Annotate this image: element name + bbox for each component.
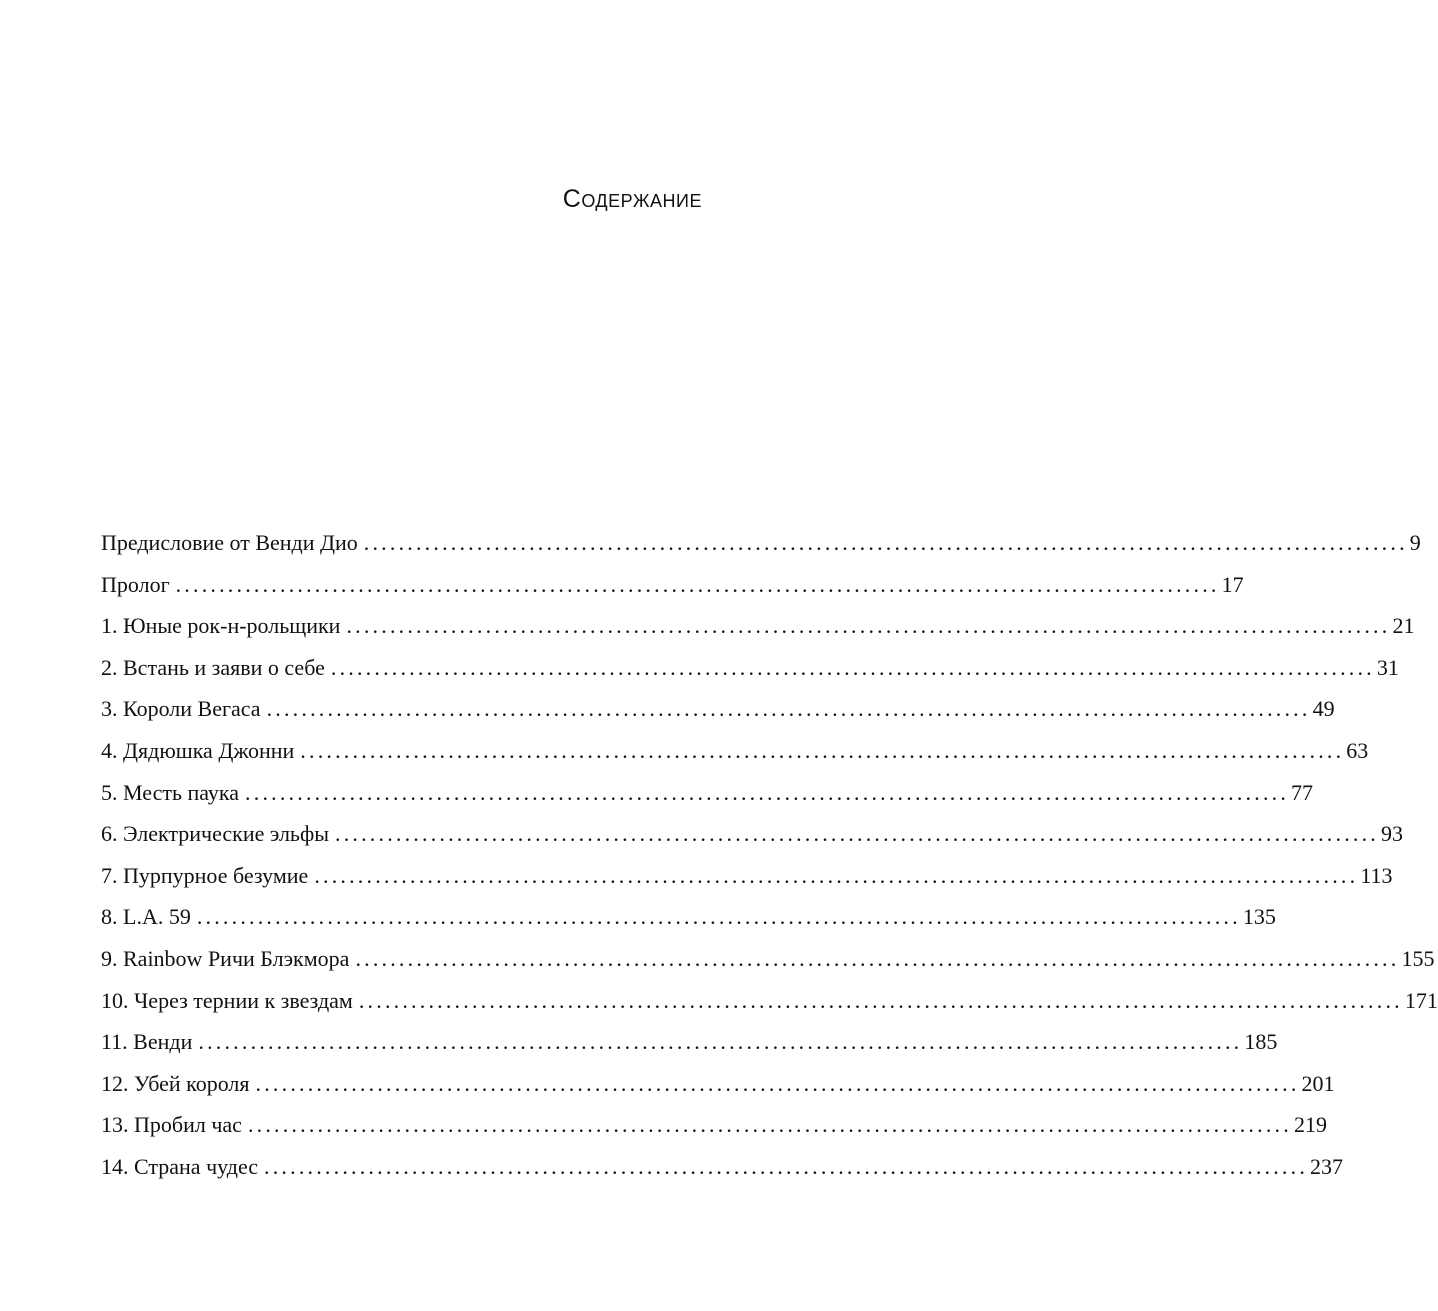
toc-entry-title: 12. Убей короля [101,1070,250,1096]
toc-entry[interactable] [101,651,1399,693]
toc-entry[interactable] [101,734,1369,776]
page-title: Содержание [562,184,702,213]
dot-leader: ........................................................................................................................ [245,779,1290,805]
toc-entry-page: 155 [1401,945,1435,971]
toc-entry-page: 237 [1310,1153,1344,1179]
toc-entry[interactable] [101,1150,1344,1192]
toc-entry-title: 4. Дядюшка Джонни [101,737,295,763]
toc-entry-page: 17 [1221,571,1244,597]
dot-leader: ........................................................................................................................ [314,862,1359,888]
toc-entry-page: 49 [1312,696,1335,722]
toc-entry[interactable] [101,1108,1327,1150]
toc-entry-title: Предисловие от Венди Дио [101,530,358,555]
toc-entry-page: 135 [1242,904,1276,930]
dot-leader: ........................................................................................................................ [198,1029,1243,1055]
dot-leader: ........................................................................................................................ [247,1112,1292,1138]
dot-leader: ........................................................................................................................ [300,737,1345,763]
toc-entry-title: 1. Юные рок-н-рольщики [101,613,341,639]
toc-entry-page: 9 [1409,530,1421,555]
toc-entry-page: 219 [1293,1112,1327,1138]
toc-entry[interactable] [101,568,1244,610]
toc-entry[interactable] [101,984,1438,1026]
toc-entry-title: 2. Встань и заяви о себе [101,654,325,680]
toc-entry-page: 63 [1346,737,1369,763]
table-of-contents [101,526,1438,1192]
toc-entry[interactable] [101,817,1403,859]
dot-leader: ........................................................................................................................ [255,1070,1300,1096]
toc-entry[interactable] [101,609,1415,651]
toc-entry-page: 93 [1381,821,1403,847]
toc-entry-title: 13. Пробил час [101,1112,242,1138]
toc-entry[interactable] [101,900,1276,942]
dot-leader: ........................................................................................................................ [330,654,1375,680]
toc-entry-title: 14. Страна чудес [101,1153,259,1179]
toc-entry-title: 9. Rainbow Ричи Блэкмора [101,945,350,971]
toc-entry[interactable] [101,1025,1278,1067]
toc-entry-title: 11. Венди [101,1029,193,1055]
toc-entry-page: 31 [1376,654,1399,680]
toc-entry[interactable] [101,1067,1335,1109]
toc-entry-title: 8. L.A. 59 [101,904,191,930]
dot-leader: ........................................................................................................................ [175,571,1220,597]
toc-entry-page: 185 [1244,1029,1278,1055]
toc-entry-title: 5. Месть паука [101,779,240,805]
toc-entry-title: Пролог [101,571,170,597]
toc-entry-title: 7. Пурпурное безумие [101,862,309,888]
toc-entry-page: 77 [1291,779,1314,805]
toc-entry-page: 201 [1301,1070,1335,1096]
toc-entry[interactable] [101,526,1421,568]
dot-leader: ........................................................................................................................ [196,904,1241,930]
dot-leader: ........................................................................................................................ [358,987,1403,1013]
dot-leader: ........................................................................................................................ [346,613,1391,639]
dot-leader: ........................................................................................................................ [363,530,1408,555]
dot-leader: ........................................................................................................................ [355,945,1400,971]
dot-leader: ........................................................................................................................ [335,821,1379,847]
toc-entry[interactable] [101,776,1314,818]
toc-entry-page: 21 [1392,613,1415,639]
dot-leader: ........................................................................................................................ [266,696,1311,722]
toc-entry-title: 10. Через тернии к звездам [101,987,353,1013]
toc-entry-page: 171 [1404,987,1438,1013]
toc-entry[interactable] [101,859,1393,901]
toc-entry-title: 3. Короли Вегаса [101,696,261,722]
toc-entry[interactable] [101,692,1335,734]
dot-leader: ........................................................................................................................ [264,1153,1309,1179]
toc-entry-page: 113 [1360,862,1393,888]
toc-entry-title: 6. Электрические эльфы [101,821,329,847]
toc-entry[interactable] [101,942,1435,984]
